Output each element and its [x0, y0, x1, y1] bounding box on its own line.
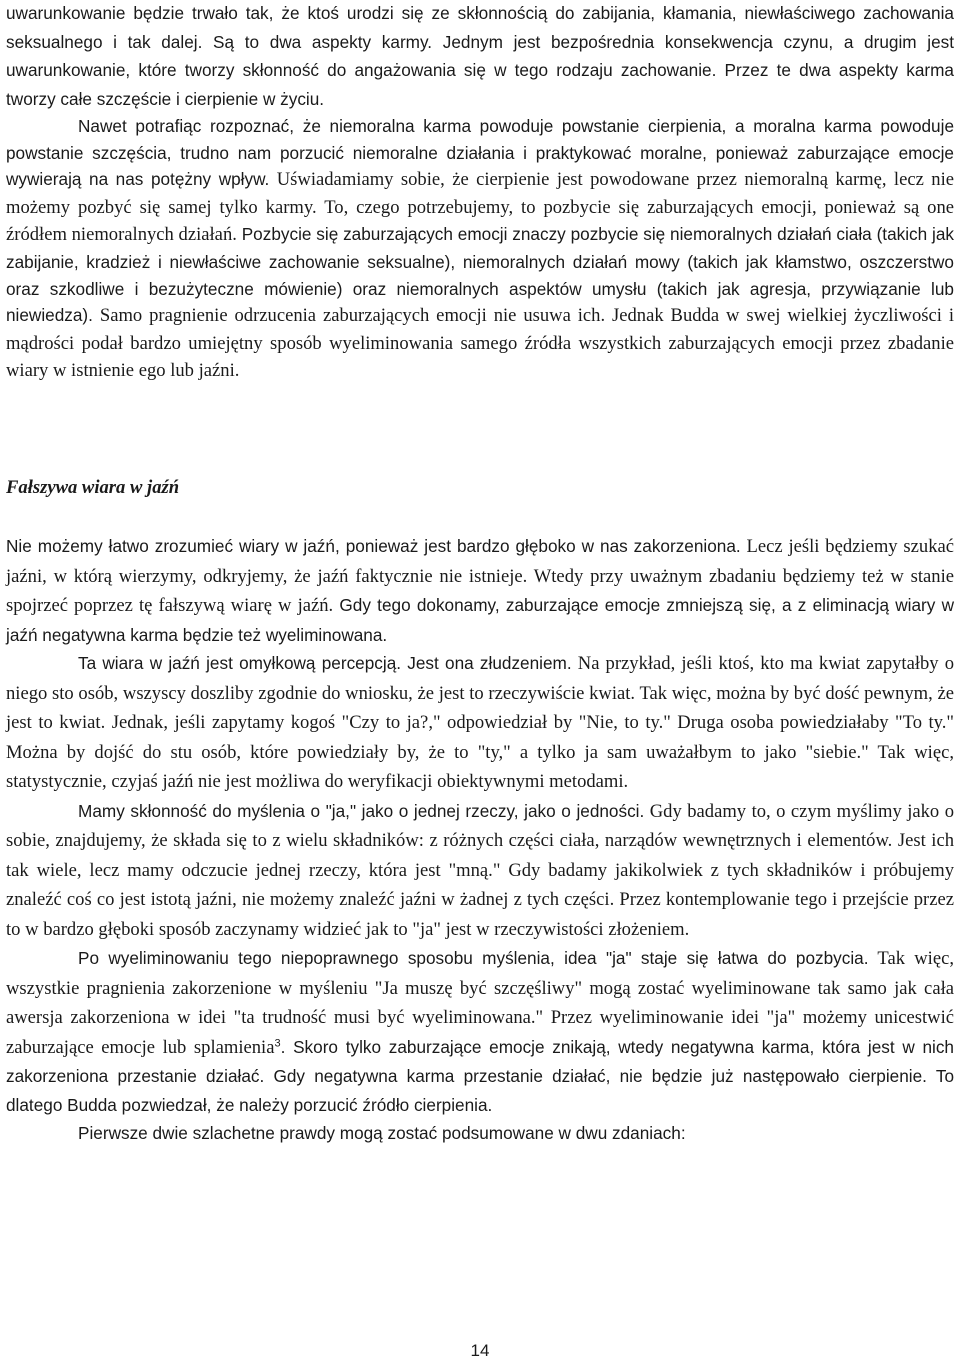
- paragraph-noble-truths: [6, 1119, 954, 1148]
- paragraph-7-sans-1: Pierwsze dwie szlachetne prawdy mogą zostać podsumowane w dwu zdaniach:: [78, 1123, 686, 1143]
- paragraph-2-sans-1: Nawet potrafiąc rozpoznać, że niemoralna karma powoduje powstanie cierpienia, a moralna karma powoduje powstanie szczęścia, trudno nam porzucić niemoralne działania i praktykować moralne, ponieważ zaburzające emocje wywierają na nas potężny wpływ.: [6, 116, 954, 190]
- paragraph-2-serif-1: Uświadamiamy sobie, że cierpienie jest powodowane przez niemoralną karmę, lecz nie możemy pozbyć się samej tylko karmy. To, czego potrzebujemy, to pozbycie się zaburzających emocji, ponieważ są one źródłem niemoralnych działań.: [6, 169, 954, 246]
- paragraph-intro-text: uwarunkowanie będzie trwało tak, że ktoś urodzi się ze skłonnością do zabijania, kłamania, niewłaściwego zachowania seksualnego i tak dalej. Są to dwa aspekty karmy. Jednym jest bezpośrednia konsekwencja czynu, a drugim jest uwarunkowanie, które tworzy skłonność do angażowania się w tego rodzaju zachowanie. Przez te dwa aspekty karma tworzy całe szczęście i cierpienie w życiu.: [6, 3, 954, 109]
- paragraph-misperception: [6, 649, 954, 797]
- paragraph-6-sans-2: . Skoro tylko zaburzające emocje znikają, wtedy negatywna karma, która jest w nich zakorzeniona przestanie działać. Gdy negatywna karma przestanie działać, nie będzie już następowało cierpienie. To dlatego Budda pozwiedzał, że należy porzucić źródło cierpienia.: [6, 1036, 954, 1115]
- paragraph-unity: [6, 797, 954, 945]
- paragraph-3-sans-2: Gdy tego dokonamy, zaburzające emocje zmniejszą się, a z eliminacją wiary w jaźń negatywna karma będzie też wyeliminowana.: [6, 595, 954, 645]
- paragraph-4-sans-1: Ta wiara w jaźń jest omyłkową percepcją. Jest ona złudzeniem.: [78, 653, 572, 673]
- section-heading: Fałszywa wiara w jaźń: [6, 477, 180, 498]
- section-body: [6, 532, 954, 1148]
- paragraph-elimination: [6, 944, 954, 1119]
- paragraph-3-sans-1: Nie możemy łatwo zrozumieć wiary w jaźń, ponieważ jest bardzo głęboko w nas zakorzeniona.: [6, 536, 741, 556]
- paragraph-false-belief: [6, 532, 954, 649]
- paragraph-intro: [6, 0, 954, 113]
- footnote-reference[interactable]: 3: [274, 1036, 281, 1049]
- paragraph-3-serif-1: Lecz jeśli będziemy szukać jaźni, w którą wierzymy, odkryjemy, że jaźń faktycznie nie istnieje. Wtedy przy uważnym zbadaniu będziemy też w stanie spojrzeć poprzez tę fałszywą wiarę w jaźń.: [6, 536, 954, 616]
- paragraph-5-serif-1: Gdy badamy to, o czym myślimy jako o sobie, znajdujemy, że składa się to z wielu składników: z różnych części ciała, narządów wewnętrznych i elementów. Jest ich tak wiele, lecz mamy odczucie jednej rzeczy, która jest "mną." Gdy badamy jakikolwiek z tych składników i próbujemy znaleźć coś co jest istotą jaźni, nie możemy znaleźć jaźni w żadnej z tych części. Przez kontemplowanie tego i przejście przez to w bardzo głęboki sposób zaczynamy widzieć jak to "ja" jest w rzeczywistości złożeniem.: [6, 800, 954, 940]
- paragraph-karma-emotions: [6, 113, 954, 385]
- paragraph-4-serif-1: Na przykład, jeśli ktoś, kto ma kwiat zapytałby o niego sto osób, wszyscy doszliby zgodnie do wniosku, że jest to rzeczywiście kwiat. Tak więc, można by być dość pewnym, że jest to kwiat. Jednak, jeśli zapytamy kogoś "Czy to ja?," odpowiedział by "Nie, to ty." Druga osoba powiedziałaby "To ty." Można by dojść do stu osób, które powiedziały by, że to "ty," a tylko ja sam uważałbym to jako "siebie." Tak więc, statystycznie, czyjaś jaźń nie jest możliwa do weryfikacji obiektywnymi metodami.: [6, 653, 954, 792]
- paragraph-2-serif-2: Samo pragnienie odrzucenia zaburzających emocji nie usuwa ich. Jednak Budda w swej wielkiej życzliwości i mądrości podał bardzo umiejętny sposób wyeliminowania samego źródła wszystkich zaburzających emocji przez zbadanie wiary w istnienie ego lub jaźni.: [6, 305, 954, 382]
- paragraph-6-serif-1: Tak więc, wszystkie pragnienia zakorzenione w myśleniu "Ja muszę być szczęśliwy" mogą zostać wyeliminowane tak samo jak cała awersja zakorzeniona w idei "ta trudność musi być wyeliminowana." Przez wyeliminowanie idei "ja" możemy unicestwić zaburzające emocje lub splamienia: [6, 948, 954, 1058]
- paragraph-6-sans-1: Po wyeliminowaniu tego niepoprawnego sposobu myślenia, idea "ja" staje się łatwa do pozbycia.: [78, 948, 869, 968]
- page-number: 14: [470, 1341, 490, 1360]
- paragraph-2-sans-2: Pozbycie się zaburzających emocji znaczy pozbycie się niemoralnych działań ciała (takich jak zabijanie, kradzież i niewłaściwe zachowanie seksualne), niemoralnych działań mowy (takich jak kłamstwo, oszczerstwo oraz szkodliwe i bezużyteczne mówienie) oraz niemoralnych aspektów umysłu (takich jak agresja, przywiązanie lub niewiedza).: [6, 224, 954, 326]
- paragraph-5-sans-1: Mamy skłonność do myślenia o "ja," jako o jednej rzeczy, jako o jedności.: [78, 800, 645, 821]
- intro-block: [6, 0, 954, 385]
